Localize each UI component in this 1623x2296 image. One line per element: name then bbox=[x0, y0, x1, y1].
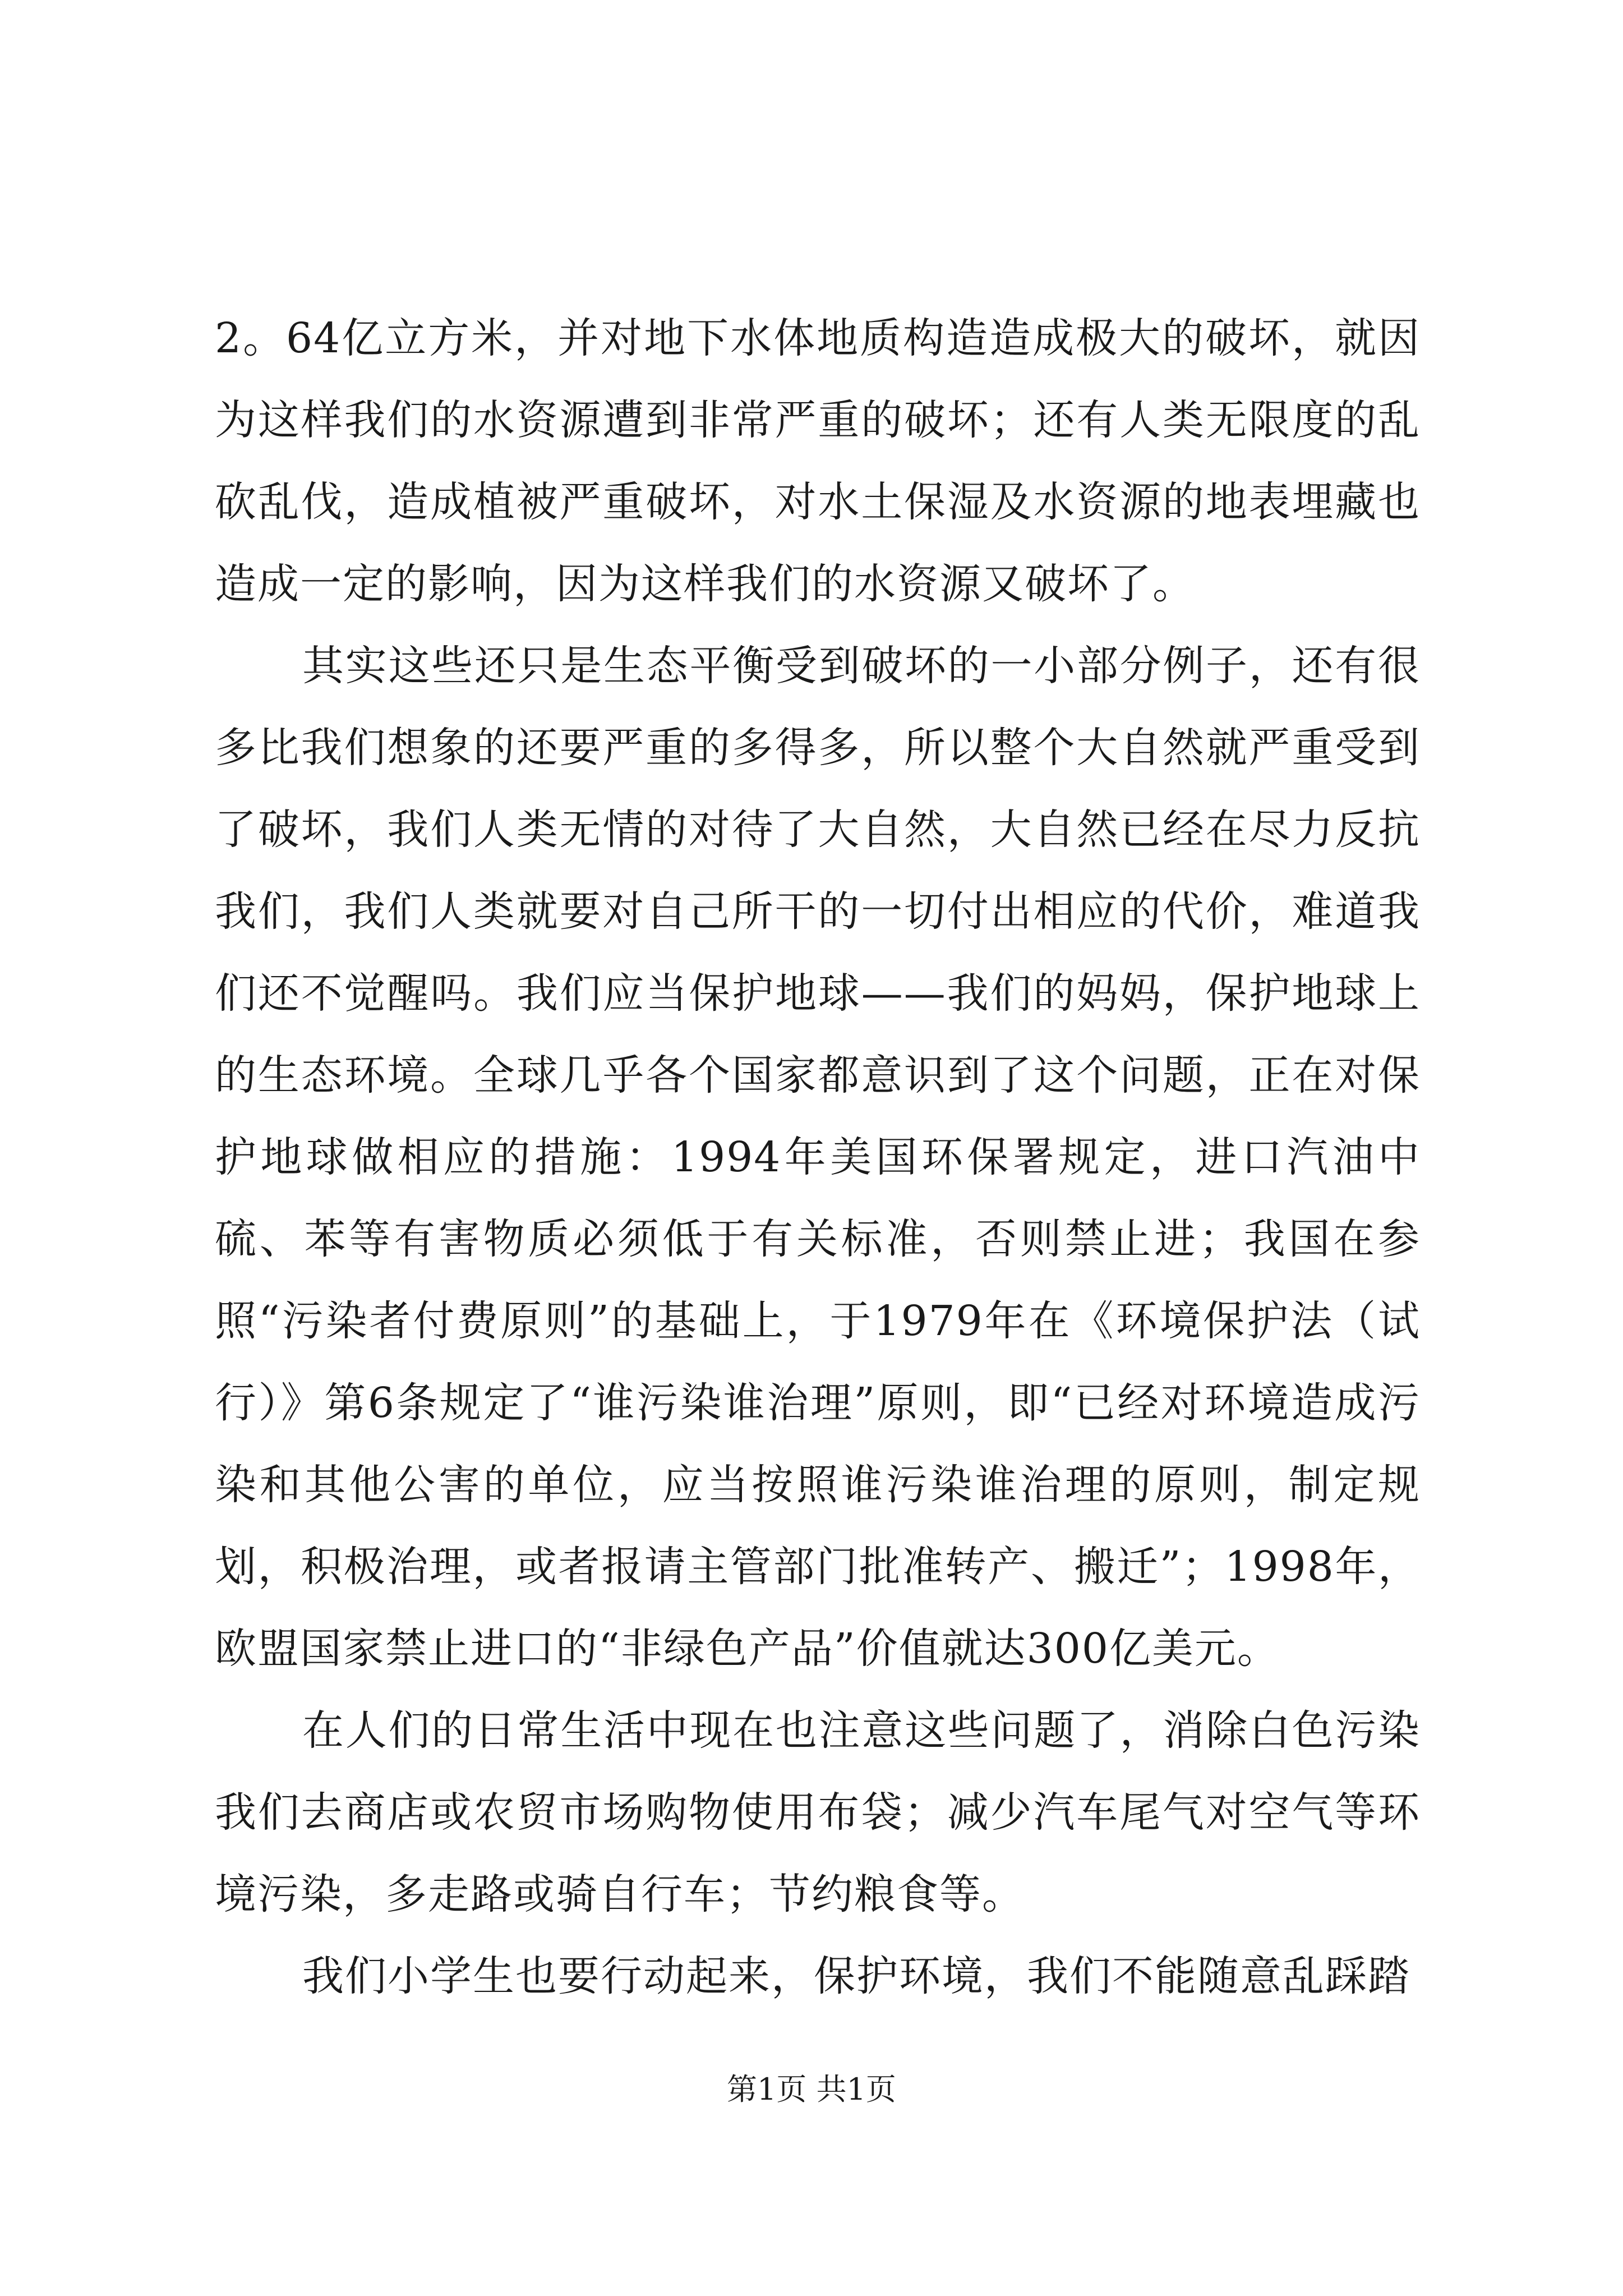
paragraph-2: 其实这些还只是生态平衡受到破坏的一小部分例子，还有很多比我们想象的还要严重的多得多，所以整个大自然就严重受到了破坏，我们人类无情的对待了大自然，大自然已经在尽力反抗我们，我们人类就要对自己所干的一切付出相应的代价，难道我们还不觉醒吗。我们应当保护地球——我们的妈妈，保护地球上的生态环境。全球几乎各个国家都意识到了这个问题，正在对保护地球做相应的措施：1994年美国环保署规定，进口汽油中硫、苯等有害物质必须低于有关标准，否则禁止进；我国在参照“污染者付费原则”的基础上，于1979年在《环境保护法（试行）》第6条规定了“谁污染谁治理”原则，即“已经对环境造成污染和其他公害的单位，应当按照谁污染谁治理的原则，制定规划，积极治理，或者报请主管部门批准转产、搬迁”；1998年，欧盟国家禁止进口的“非绿色产品”价值就达300亿美元。 bbox=[215, 642, 1421, 1673]
paragraph-4: 我们小学生也要行动起来，保护环境，我们不能随意乱踩踏 bbox=[302, 1952, 1410, 2000]
document-body bbox=[215, 297, 1421, 2017]
paragraph-3: 在人们的日常生活中现在也注意这些问题了，消除白色污染我们去商店或农贸市场购物使用布袋；减少汽车尾气对空气等环境污染，多走路或骑自行车；节约粮食等。 bbox=[215, 1706, 1421, 1918]
paragraph-1: 2。64亿立方米，并对地下水体地质构造造成极大的破坏，就因为这样我们的水资源遭到非常严重的破坏；还有人类无限度的乱砍乱伐，造成植被严重破坏，对水土保湿及水资源的地表埋藏也造成一定的影响，因为这样我们的水资源又破坏了。 bbox=[215, 314, 1421, 608]
page-footer: 第1页 共1页 bbox=[727, 2072, 896, 2107]
